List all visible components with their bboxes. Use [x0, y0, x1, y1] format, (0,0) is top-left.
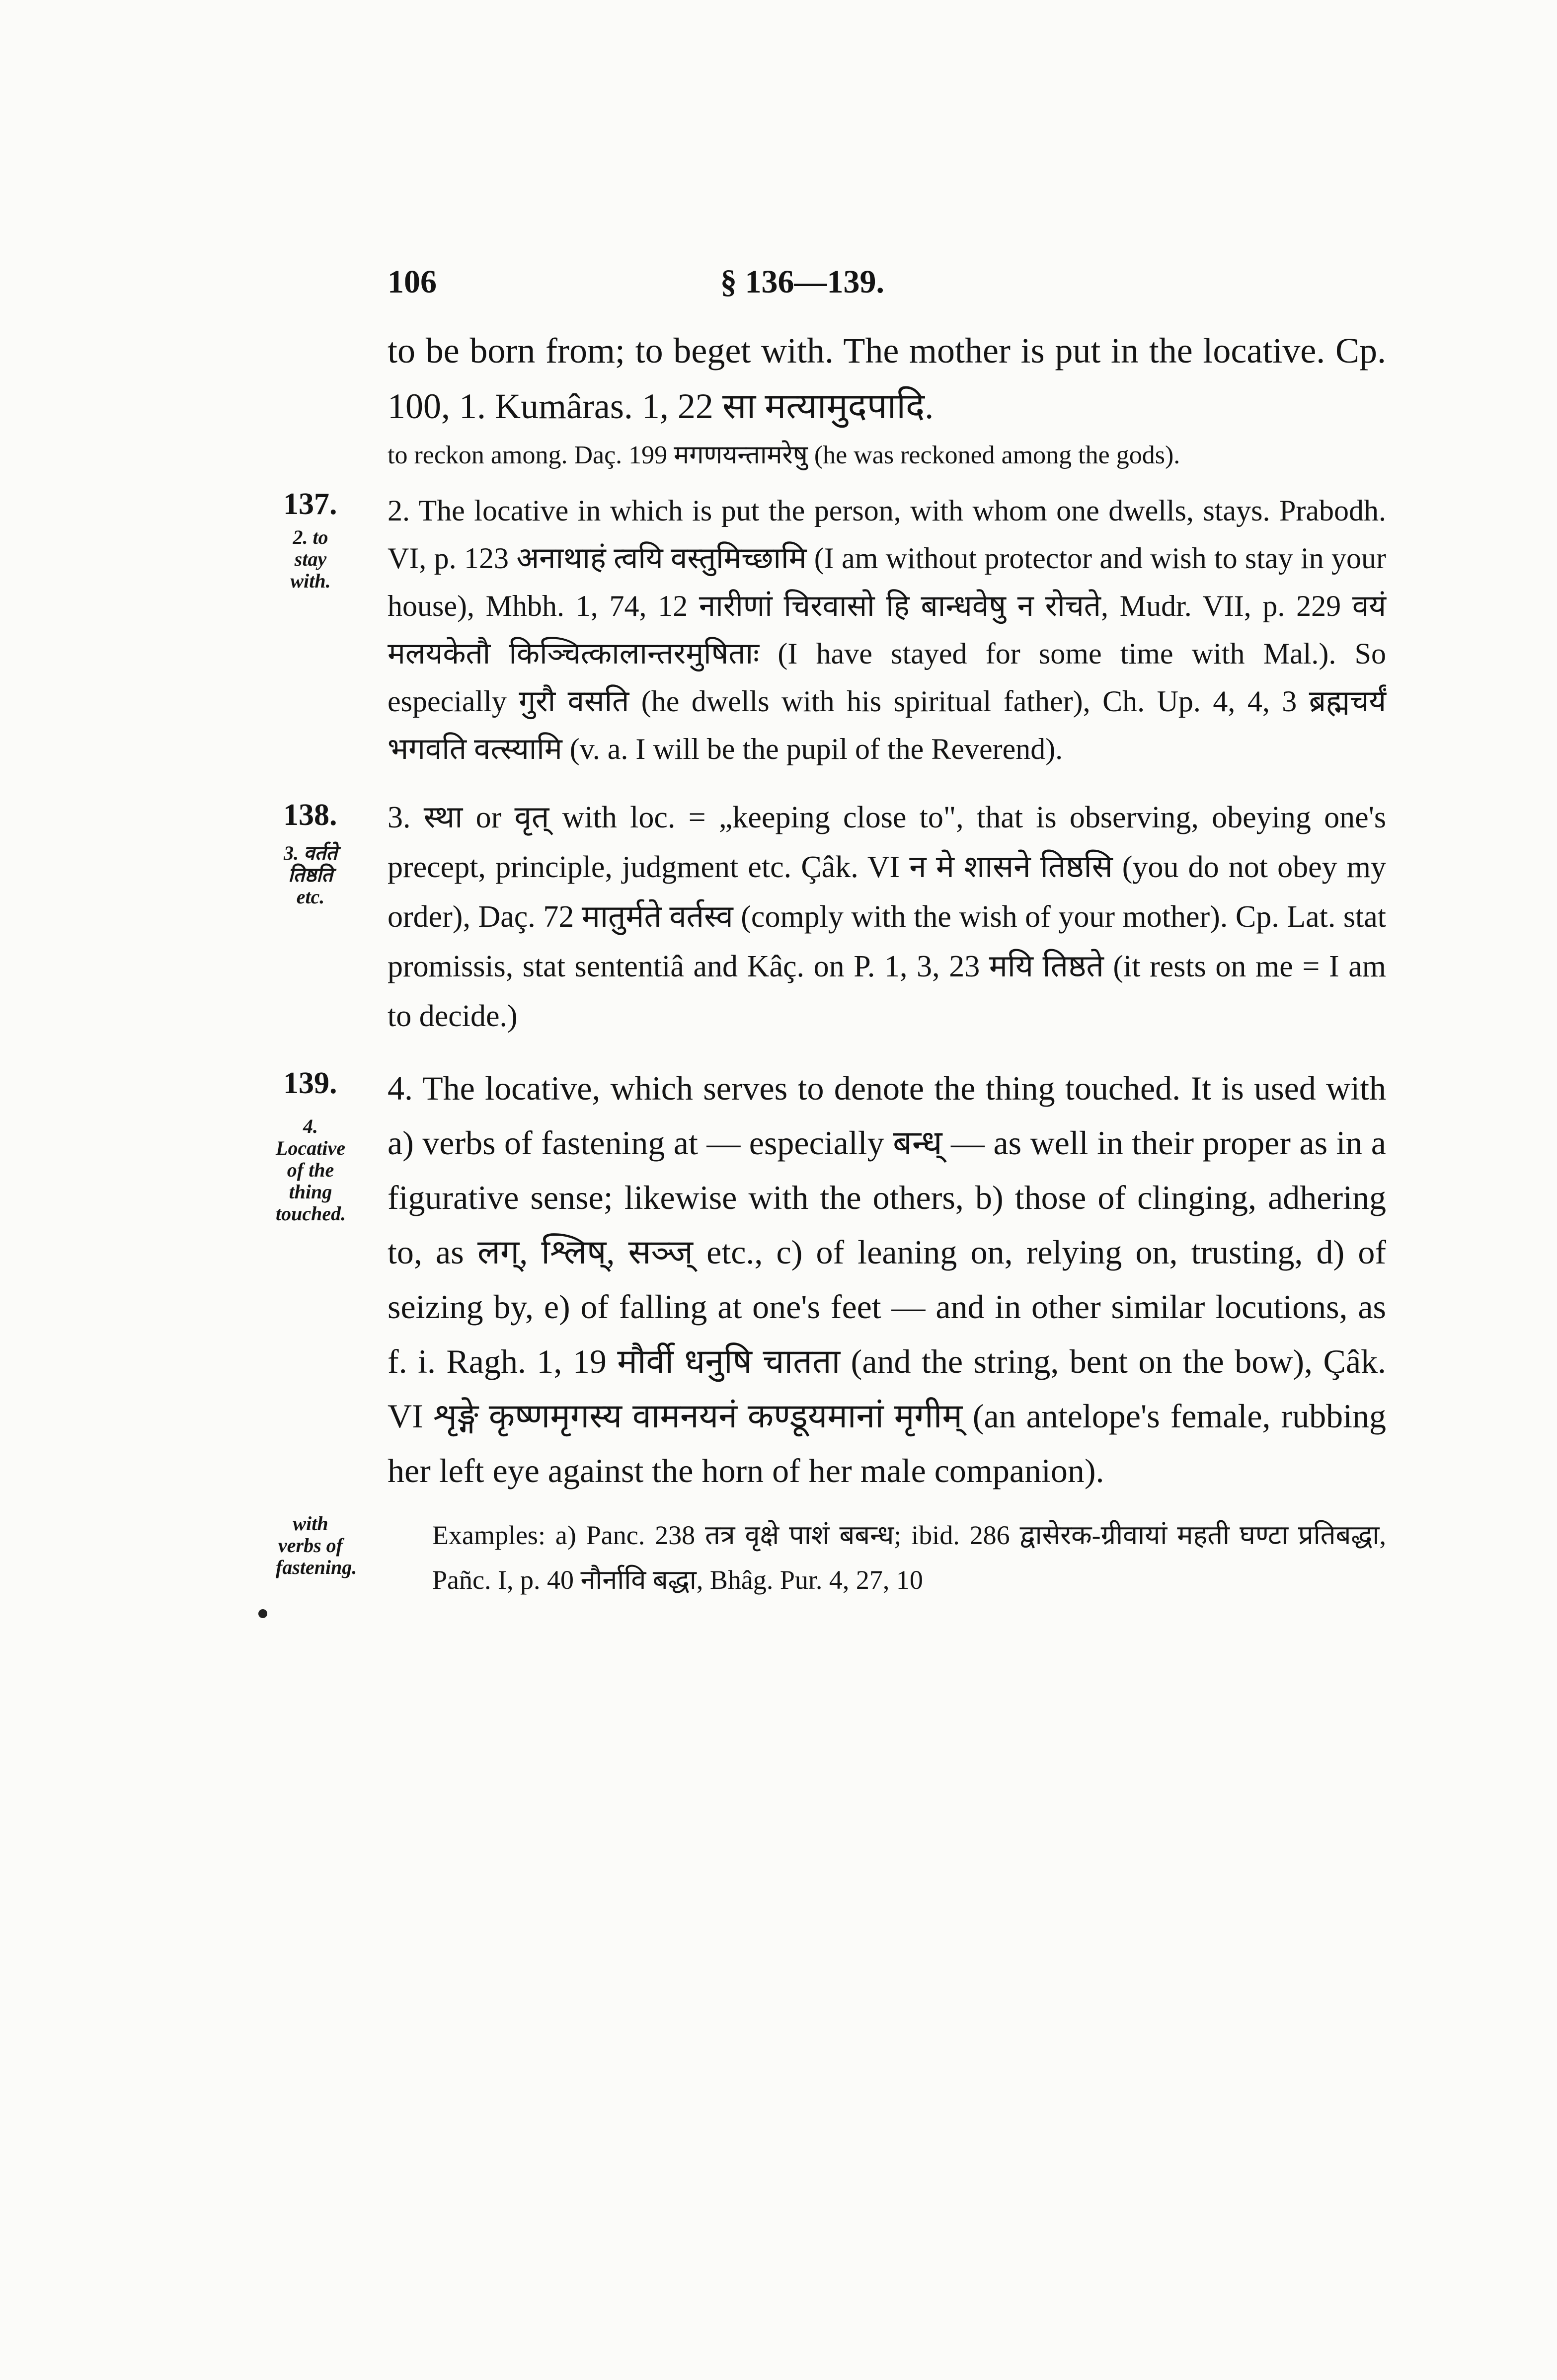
- paragraph-138: 3. स्था or वृत् with loc. = „keeping close to", that is observing, obeying one's precept, principle, judgment etc. Çâk. VI न मे शासने तिष्ठसि (you do not obey my order), Daç. 72 मातुर्मते वर्तस्व (comply with the wish of your mother). Cp. Lat. stat promissis, stat sententiâ and Kâç. on P. 1, 3, 23 मयि तिष्ठते (it rests on me = I am to decide.): [388, 801, 1386, 1033]
- margin-gloss-138: 3. वर्तते तिष्ठति etc.: [284, 842, 337, 908]
- page-number: 106: [388, 264, 437, 300]
- margin-gloss-examples: with verbs of fastening.: [276, 1512, 357, 1578]
- section-138: [283, 793, 1386, 1041]
- running-header: [0, 263, 1557, 308]
- margin-dot: [258, 1609, 267, 1618]
- examples-block: [276, 1512, 1386, 1602]
- section-number-138: 138.: [283, 798, 337, 832]
- margin-gloss-139: 4. Locative of the thing touched.: [276, 1115, 346, 1225]
- paragraph-137: 2. The locative in which is put the person, with whom one dwells, stays. Prabodh. VI, p. 123 अनाथाहं त्वयि वस्तुमिच्छामि (I am without protector and wish to stay in your house), Mhbh. 1, 74, 12 नारीणां चिरवासो हि बान्धवेषु न रोचते, Mudr. VII, p. 229 वयं मलयकेतौ किञ्चित्कालान्तरमुषिताः (I have stayed for some time with Mal.). So especially गुरौ वसति (he dwells with his spiritual father), Ch. Up. 4, 4, 3 ब्रह्मचर्यं भगवति वत्स्यामि (v. a. I will be the pupil of the Reverend).: [388, 494, 1386, 765]
- section-137: [283, 487, 1386, 773]
- section-number-137: 137.: [283, 487, 337, 521]
- examples-paragraph: Examples: a) Panc. 238 तत्र वृक्षे पाशं बबन्ध; ibid. 286 द्वासेरक-ग्रीवायां महती घण्टा प्रतिबद्धा, Pañc. I, p. 40 नौर्नावि बद्धा, Bhâg. Pur. 4, 27, 10: [432, 1520, 1386, 1595]
- page-body: [276, 323, 1386, 1602]
- intro-block: [388, 323, 1386, 477]
- intro-reckon-line: to reckon among. Daç. 199 मगणयन्तामरेषु (he was reckoned among the gods).: [388, 441, 1180, 469]
- section-139: [276, 1061, 1386, 1498]
- section-header: § 136—139.: [720, 264, 884, 300]
- section-number-139: 139.: [283, 1066, 337, 1100]
- intro-paragraph: to be born from; to beget with. The mother is put in the locative. Cp. 100, 1. Kumâras. 1, 22 सा मत्यामुदपादि.: [388, 331, 1386, 426]
- margin-gloss-137: 2. to stay with.: [290, 526, 331, 592]
- paragraph-139: 4. The locative, which serves to denote the thing touched. It is used with a) verbs of fastening at — especially बन्ध् — as well in their proper as in a figurative sense; likewise with the others, b) those of clinging, adhering to, as लग्, श्लिष्, सञ्ज् etc., c) of leaning on, relying on, trusting, d) of seizing by, e) of falling at one's feet — and in other similar locutions, as f. i. Ragh. 1, 19 मौर्वी धनुषि चातता (and the string, bent on the bow), Çâk. VI शृङ्गे कृष्णमृगस्य वामनयनं कण्डूयमानां मृगीम् (an antelope's female, rubbing her left eye against the horn of her male companion).: [388, 1069, 1386, 1489]
